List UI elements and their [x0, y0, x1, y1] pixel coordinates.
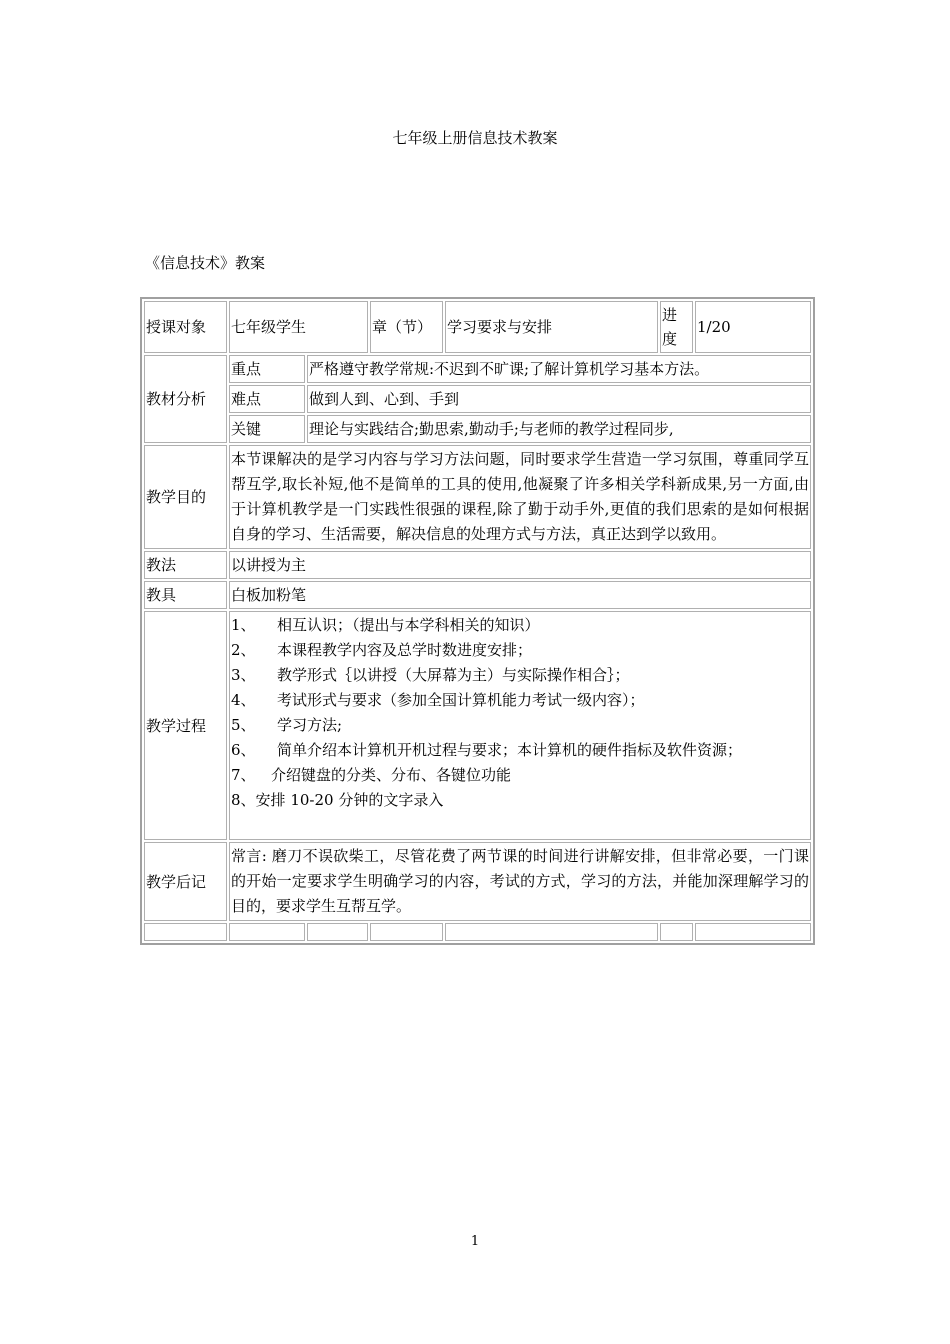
process-item-number: 2、 [231, 641, 256, 659]
process-item [231, 613, 809, 638]
difficulty-label: 难点 [229, 385, 305, 413]
empty-cell [144, 923, 227, 941]
header-row [144, 301, 811, 353]
analysis-difficulty-row [144, 385, 811, 413]
document-subtitle: 《信息技术》教案 [145, 254, 266, 272]
focus-value: 严格遵守教学常规:不迟到不旷课;了解计算机学习基本方法。 [307, 355, 811, 383]
process-item-text: 介绍键盘的分类、分布、各键位功能 [271, 766, 512, 784]
process-item-number: 6、 [231, 741, 256, 759]
process-item-number: 5、 [231, 716, 256, 734]
empty-cell [229, 923, 305, 941]
process-item-text: 相互认识；（提出与本学科相关的知识） [277, 616, 540, 634]
process-item-number: 7、 [231, 766, 256, 784]
process-item-text: 本课程教学内容及总学时数进度安排； [277, 641, 533, 659]
tools-label: 教具 [144, 581, 227, 609]
empty-cell [660, 923, 693, 941]
process-label: 教学过程 [144, 611, 227, 840]
progress-label: 进度 [660, 301, 693, 353]
key-label: 关键 [229, 415, 305, 443]
process-row [144, 611, 811, 840]
reflection-row [144, 842, 811, 921]
process-item-text: 教学形式｛以讲授（大屏幕为主）与实际操作相合｝； [277, 666, 630, 684]
method-label: 教法 [144, 551, 227, 579]
process-list [231, 613, 809, 813]
process-item [231, 788, 809, 813]
lesson-plan-table-wrapper [140, 297, 809, 945]
reflection-text: 常言: 磨刀不误砍柴工，尽管花费了两节课的时间进行讲解安排，但非常必要，一门课的开始一定要求学生明确学习的内容，考试的方式，学习的方法，并能加深理解学习的目的，要求学生互帮互学。 [229, 842, 811, 921]
empty-cell [307, 923, 368, 941]
analysis-key-row [144, 415, 811, 443]
process-item-text: 简单介绍本计算机开机过程与要求；本计算机的硬件指标及软件资源； [277, 741, 743, 759]
process-item-text: 考试形式与要求（参加全国计算机能力考试一级内容）； [277, 691, 645, 709]
process-item-number: 8、 [231, 791, 256, 809]
lesson-plan-table [140, 297, 815, 945]
analysis-label: 教材分析 [144, 355, 227, 443]
difficulty-value: 做到人到、心到、手到 [307, 385, 811, 413]
tools-row [144, 581, 811, 609]
process-item-number: 3、 [231, 666, 256, 684]
tools-value: 白板加粉笔 [229, 581, 811, 609]
page-number: 1 [470, 1234, 480, 1249]
process-item-text: 学习方法; [277, 716, 343, 734]
key-value: 理论与实践结合;勤思索,勤动手;与老师的教学过程同步, [307, 415, 811, 443]
process-cell [229, 611, 811, 840]
process-item-number: 1、 [231, 616, 256, 634]
reflection-label: 教学后记 [144, 842, 227, 921]
empty-cell [370, 923, 443, 941]
chapter-value: 学习要求与安排 [445, 301, 658, 353]
audience-label: 授课对象 [144, 301, 227, 353]
audience-value: 七年级学生 [229, 301, 368, 353]
method-row [144, 551, 811, 579]
process-item [231, 738, 809, 763]
chapter-label: 章（节） [370, 301, 443, 353]
process-item [231, 713, 809, 738]
process-item-number: 4、 [231, 691, 256, 709]
focus-label: 重点 [229, 355, 305, 383]
empty-cell [445, 923, 658, 941]
progress-value: 1/20 [695, 301, 811, 353]
empty-cell [695, 923, 811, 941]
analysis-focus-row [144, 355, 811, 383]
process-item [231, 663, 809, 688]
objective-label: 教学目的 [144, 445, 227, 549]
empty-grid-row [144, 923, 811, 941]
process-item [231, 688, 809, 713]
process-item-text: 安排 10-20 分钟的文字录入 [255, 791, 444, 809]
objective-row [144, 445, 811, 549]
objective-text: 本节课解决的是学习内容与学习方法问题，同时要求学生营造一学习氛围，尊重同学互帮互学,取长补短,他不是简单的工具的使用,他凝聚了许多相关学科新成果,另一方面,由于计算机教学是一门实践性很强的课程,除了勤于动手外,更值的我们思索的是如何根据自身的学习、生活需要，解决信息的处理方式与方法，真正达到学以致用。 [229, 445, 811, 549]
process-item [231, 763, 809, 788]
method-value: 以讲授为主 [229, 551, 811, 579]
document-title: 七年级上册信息技术教案 [392, 129, 558, 147]
process-item [231, 638, 809, 663]
